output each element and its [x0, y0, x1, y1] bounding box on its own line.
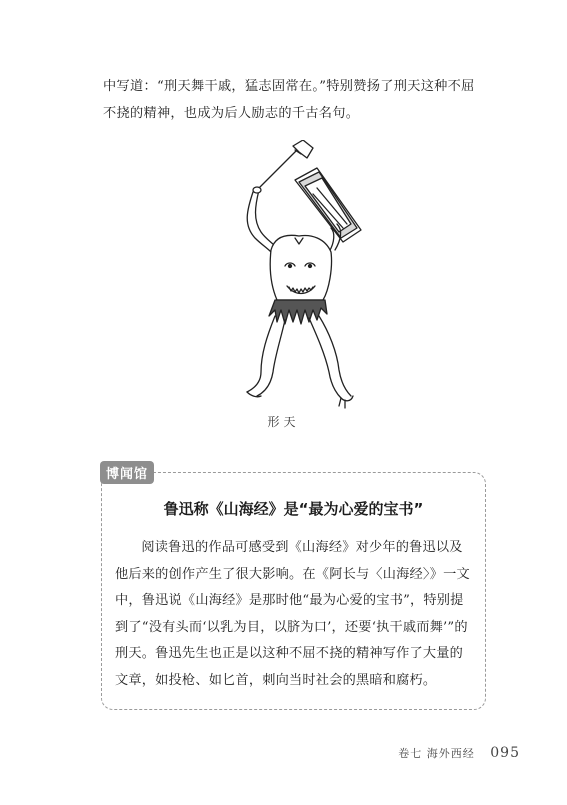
- sidebar-title: 鲁迅称《山海经》是“最为心爱的宝书”: [163, 500, 424, 518]
- chapter-label: 卷七 海外西经: [398, 747, 475, 760]
- page-number: 095: [490, 745, 520, 761]
- page-footer: [398, 745, 520, 761]
- xingtian-illustration: [225, 140, 375, 415]
- illustration-caption: 形天: [267, 415, 300, 429]
- intro-paragraph: 中写道：“刑天舞干戚，猛志固常在。”特别赞扬了刑天这种不屈不挠的精神，也成为后人励志的千古名句。: [103, 79, 475, 121]
- sidebar-tag-badge: 博闻馆: [100, 461, 154, 484]
- sidebar-body: 阅读鲁迅的作品可感受到《山海经》对少年的鲁迅以及他后来的创作产生了很大影响。在《阿长与〈山海经〉》一文中，鲁迅说《山海经》是那时他“最为心爱的宝书”，特别提到了“没有头而‘以乳为目，以脐为口’，还要‘执干戚而舞’”的刑天。鲁迅先生也正是以这种不屈不挠的精神写作了大量的文章，如投枪、如匕首，刺向当时社会的黑暗和腐朽。: [115, 540, 470, 688]
